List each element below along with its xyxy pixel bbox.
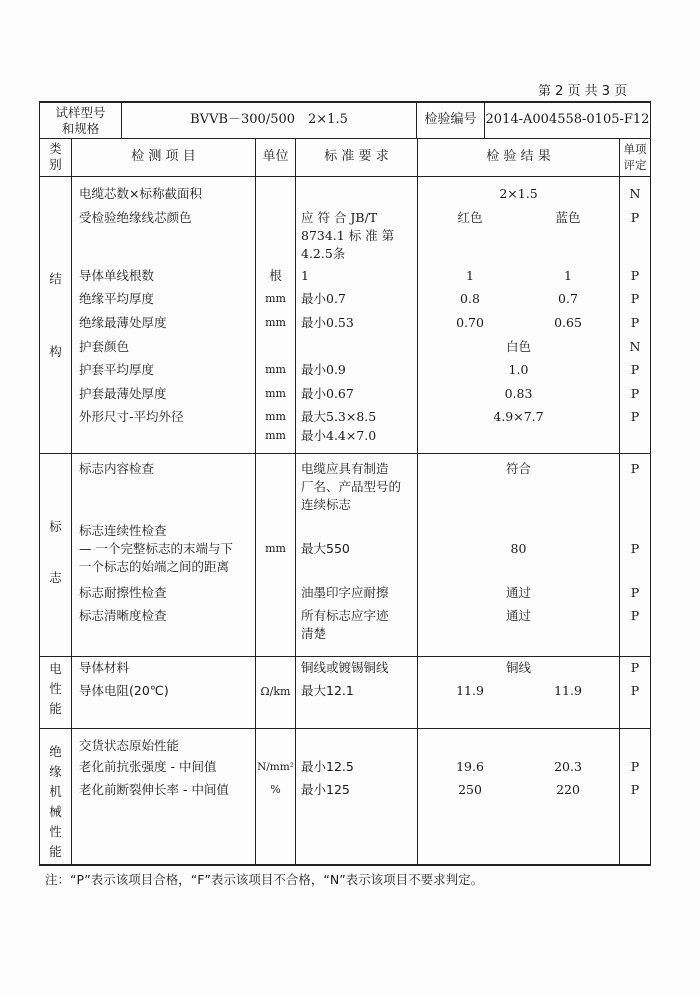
category-mechanical-5: 性 xyxy=(49,824,62,839)
unit-header: 单位 xyxy=(262,149,289,164)
report-no-value: 2014-A004558-0105-F12 xyxy=(485,112,650,127)
footnote: 注：“P”表示该项目合格，“F”表示该项目不合格，“N”表示该项目不要求判定。 xyxy=(45,872,484,887)
category-mechanical-2: 缘 xyxy=(49,764,62,779)
category-structure-2: 构 xyxy=(49,344,62,359)
page-number: 第 2 页 共 3 页 xyxy=(538,84,628,99)
category-mechanical-1: 绝 xyxy=(49,744,62,759)
report-no-label: 检验编号 xyxy=(424,112,477,127)
category-mechanical-4: 械 xyxy=(49,804,62,819)
model-label: 试样型号 和规格 xyxy=(55,105,106,136)
standard-header: 标 准 要 求 xyxy=(324,149,389,164)
category-electrical-2: 性 xyxy=(49,681,62,696)
category-mechanical-6: 能 xyxy=(49,844,62,859)
category-marking-2: 志 xyxy=(49,570,62,585)
item-header: 检 测 项 目 xyxy=(131,149,196,164)
category-structure-1: 结 xyxy=(49,271,62,286)
category-electrical-3: 能 xyxy=(49,701,62,716)
judge-header: 单项 评定 xyxy=(623,142,647,172)
result-header: 检 验 结 果 xyxy=(486,149,551,164)
category-marking-1: 标 xyxy=(49,519,62,534)
category-header: 类 别 xyxy=(49,141,62,172)
model-value: BVVB－300/500 2×1.5 xyxy=(190,112,348,127)
category-mechanical-3: 机 xyxy=(49,784,62,799)
category-electrical-1: 电 xyxy=(49,661,62,676)
